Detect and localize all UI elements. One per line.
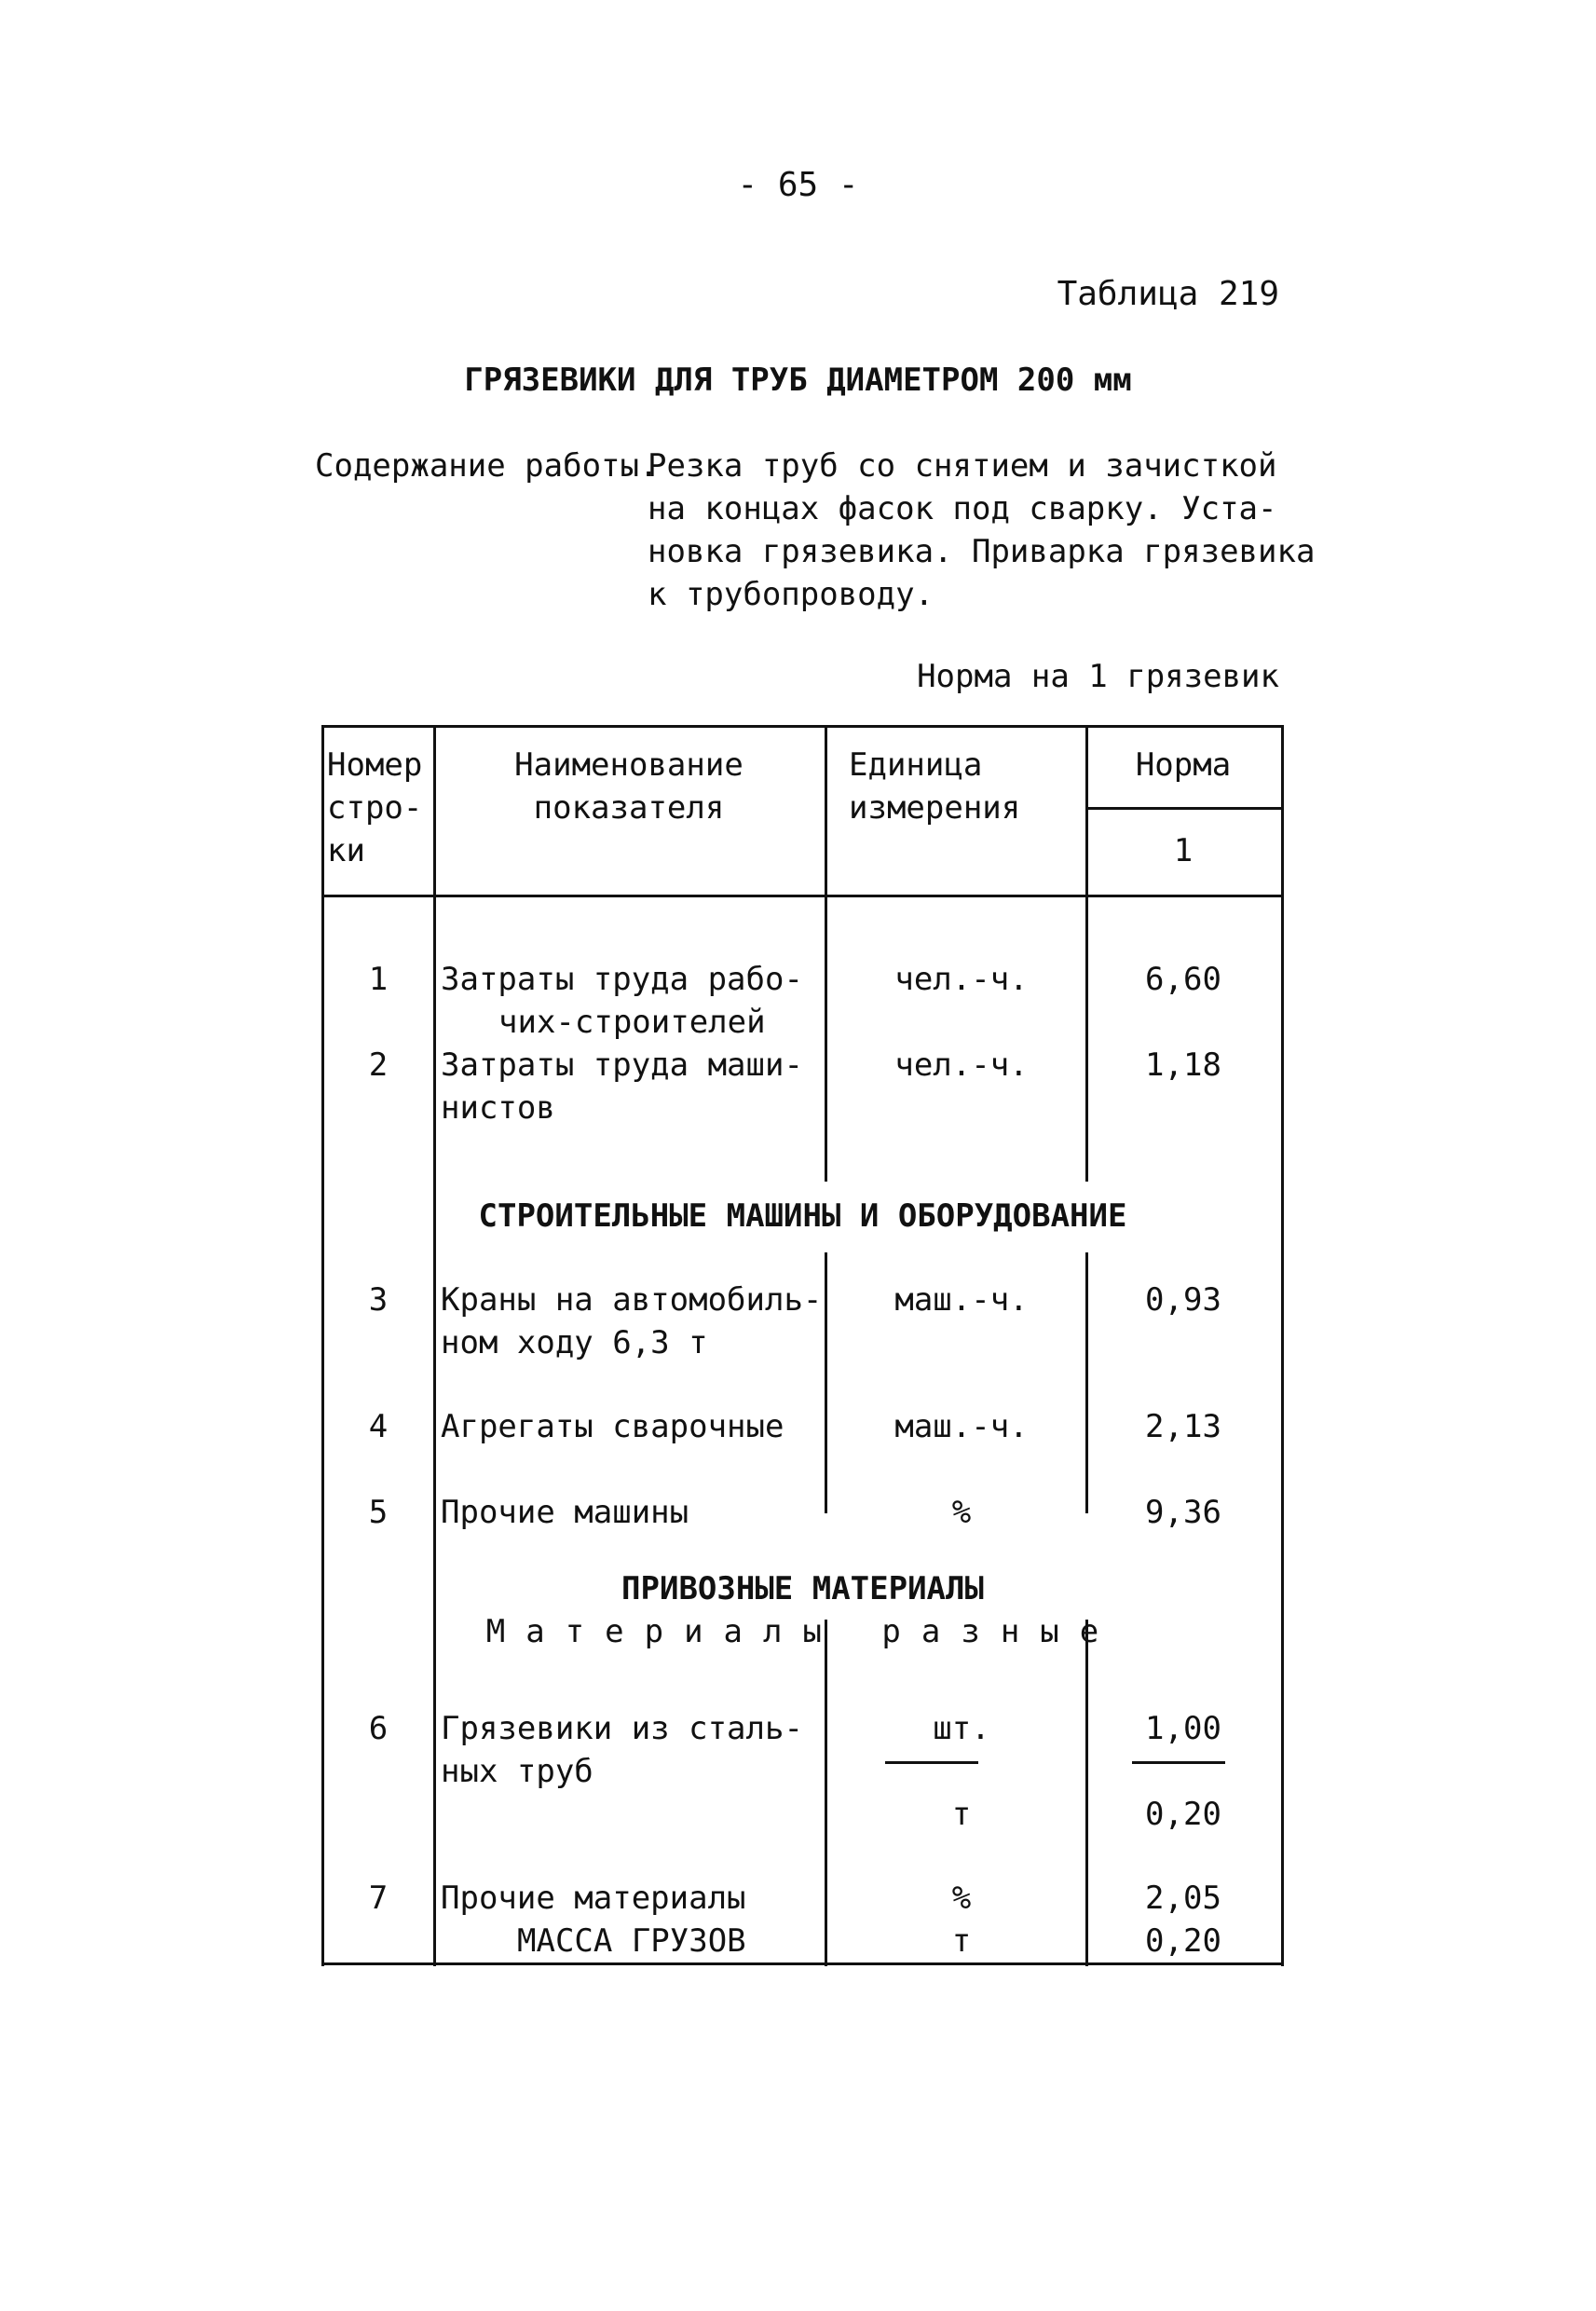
row-value: 2,13 bbox=[1145, 1408, 1221, 1445]
row-number: 2 bbox=[368, 1046, 389, 1084]
header-norm: Норма bbox=[1135, 746, 1232, 784]
row-number: 1 bbox=[368, 961, 389, 998]
unit-fraction-line bbox=[885, 1761, 978, 1764]
norm-label: Норма на 1 грязевик bbox=[917, 658, 1279, 695]
row-name: нистов bbox=[441, 1089, 555, 1127]
work-content-line: на концах фасок под сварку. Уста- bbox=[648, 490, 1277, 527]
document-title: ГРЯЗЕВИКИ ДЛЯ ТРУБ ДИАМЕТРОМ 200 мм bbox=[464, 362, 1132, 399]
column-divider bbox=[433, 725, 436, 1966]
work-content-line: Резка труб со снятием и зачисткой bbox=[648, 447, 1277, 485]
norms-table bbox=[321, 725, 1284, 1966]
row-value: 0,20 bbox=[1145, 1922, 1221, 1960]
row-unit: чел.-ч. bbox=[894, 1046, 1029, 1084]
row-unit: % bbox=[951, 1880, 972, 1917]
header-separator bbox=[321, 895, 1284, 897]
header-row-number: Номер bbox=[327, 746, 423, 784]
header-row-number: ки bbox=[327, 832, 365, 869]
row-name: Прочие материалы bbox=[441, 1880, 746, 1917]
row-name: Краны на автомобиль- bbox=[441, 1281, 823, 1319]
header-row-number: стро- bbox=[327, 789, 423, 827]
row-number: 7 bbox=[368, 1880, 389, 1917]
header-name: показателя bbox=[533, 789, 725, 827]
row-value: 1,00 bbox=[1145, 1710, 1221, 1747]
row-unit: маш.-ч. bbox=[894, 1408, 1029, 1445]
row-number: 4 bbox=[368, 1408, 389, 1445]
row-number: 6 bbox=[368, 1710, 389, 1747]
section-heading: СТРОИТЕЛЬНЫЕ МАШИНЫ И ОБОРУДОВАНИЕ bbox=[478, 1197, 1127, 1235]
row-value: 1,18 bbox=[1145, 1046, 1221, 1084]
row-name: Затраты труда рабо- bbox=[441, 961, 803, 998]
header-name: Наименование bbox=[514, 746, 743, 784]
row-unit: шт. bbox=[933, 1710, 990, 1747]
row-name: ных труб bbox=[441, 1753, 593, 1790]
row-value: 0,93 bbox=[1145, 1281, 1221, 1319]
column-divider bbox=[825, 1252, 827, 1513]
work-content-label: Содержание работы. bbox=[315, 447, 659, 485]
row-name: чих-строителей bbox=[498, 1004, 766, 1041]
row-value: 6,60 bbox=[1145, 961, 1221, 998]
table-border-left bbox=[321, 725, 324, 1966]
row-name: Затраты труда маши- bbox=[441, 1046, 803, 1084]
row-unit: % bbox=[951, 1494, 972, 1531]
row-value: 9,36 bbox=[1145, 1494, 1221, 1531]
value-fraction-line bbox=[1132, 1761, 1225, 1764]
table-border-bottom bbox=[321, 1962, 1284, 1965]
work-content-line: новка грязевика. Приварка грязевика bbox=[648, 533, 1316, 570]
row-name: Прочие машины bbox=[441, 1494, 689, 1531]
work-content-line: к трубопроводу. bbox=[648, 576, 934, 613]
norm-header-divider bbox=[1085, 807, 1281, 810]
header-unit: измерения bbox=[849, 789, 1021, 827]
row-unit: т bbox=[951, 1796, 972, 1833]
column-divider bbox=[825, 1620, 827, 1966]
row-value: 0,20 bbox=[1145, 1796, 1221, 1833]
page-number: - 65 - bbox=[737, 166, 859, 204]
row-number: 3 bbox=[368, 1281, 389, 1319]
table-border-top bbox=[321, 725, 1284, 728]
row-name: Грязевики из сталь- bbox=[441, 1710, 803, 1747]
section-heading: ПРИВОЗНЫЕ МАТЕРИАЛЫ bbox=[621, 1570, 984, 1607]
row-number: 5 bbox=[368, 1494, 389, 1531]
row-unit: т bbox=[951, 1922, 972, 1960]
table-border-right bbox=[1281, 725, 1284, 1966]
subsection-heading: Материалы разные bbox=[485, 1613, 1120, 1650]
row-unit: маш.-ч. bbox=[894, 1281, 1029, 1319]
row-name: ном ходу 6,3 т bbox=[441, 1324, 708, 1361]
cargo-mass-label: МАССА ГРУЗОВ bbox=[517, 1922, 746, 1960]
column-divider bbox=[825, 725, 827, 1182]
row-unit: чел.-ч. bbox=[894, 961, 1029, 998]
row-value: 2,05 bbox=[1145, 1880, 1221, 1917]
header-norm-sub: 1 bbox=[1173, 832, 1194, 869]
header-unit: Единица bbox=[849, 746, 983, 784]
table-number: Таблица 219 bbox=[1057, 275, 1279, 313]
row-name: Агрегаты сварочные bbox=[441, 1408, 784, 1445]
